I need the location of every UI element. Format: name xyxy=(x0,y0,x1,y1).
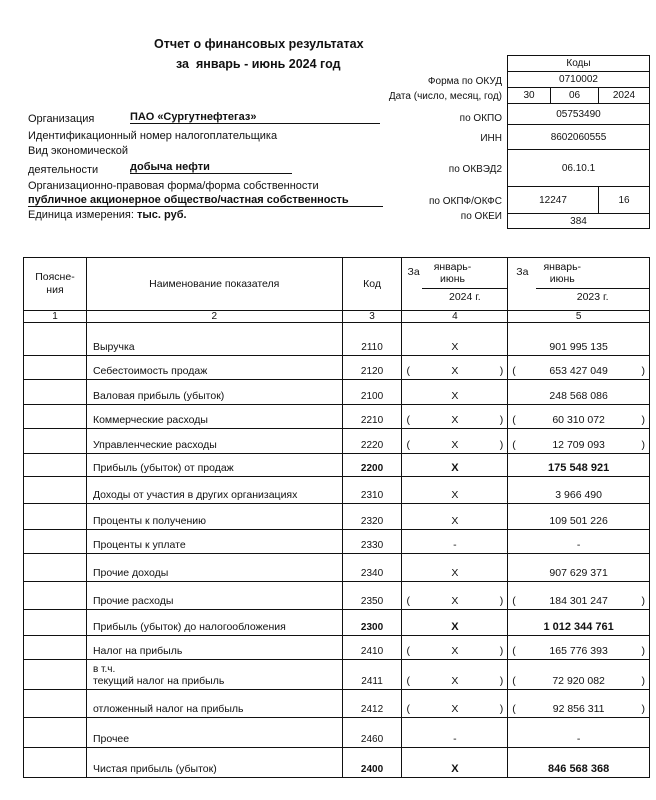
row-current-value xyxy=(402,610,508,636)
close-paren: ) xyxy=(641,414,645,426)
okved-value: 06.10.1 xyxy=(508,150,650,187)
open-paren: ( xyxy=(512,675,516,687)
report-title: Отчет о финансовых результатах xyxy=(154,37,364,51)
unit-line xyxy=(28,209,187,221)
row-previous-value xyxy=(508,454,650,477)
row-previous-value xyxy=(508,748,650,778)
row-previous-value xyxy=(508,530,650,554)
row-note-cell xyxy=(24,405,87,429)
row-code: 2400 xyxy=(342,748,402,778)
close-paren: ) xyxy=(641,675,645,687)
table-row xyxy=(24,356,650,380)
row-current-value xyxy=(402,660,508,690)
row-previous-value-text: 248 568 086 xyxy=(549,390,608,402)
row-note-cell xyxy=(24,530,87,554)
row-current-value-text: - xyxy=(453,539,457,551)
row-current-value xyxy=(402,636,508,660)
table-row xyxy=(24,454,650,477)
okud-value: 0710002 xyxy=(508,72,650,88)
row-name xyxy=(86,660,342,690)
date-month: 06 xyxy=(551,88,599,104)
row-previous-value xyxy=(508,323,650,356)
col-num-3: 3 xyxy=(342,311,402,323)
row-note-cell xyxy=(24,660,87,690)
row-name xyxy=(86,477,342,504)
row-note-cell xyxy=(24,748,87,778)
row-name-text: Прочие расходы xyxy=(92,595,174,607)
table-row xyxy=(24,582,650,610)
row-previous-value xyxy=(508,356,650,380)
row-current-value xyxy=(402,323,508,356)
row-name-text: Прочее xyxy=(92,733,130,745)
row-previous-value xyxy=(508,610,650,636)
row-note-cell xyxy=(24,554,87,582)
row-current-value-text: X xyxy=(451,439,459,451)
row-note-cell xyxy=(24,636,87,660)
close-paren: ) xyxy=(499,645,504,657)
row-code: 2412 xyxy=(342,690,402,718)
open-paren: ( xyxy=(406,595,410,607)
close-paren: ) xyxy=(641,703,645,715)
row-current-value xyxy=(402,405,508,429)
table-row xyxy=(24,477,650,504)
row-current-value xyxy=(402,356,508,380)
date-day: 30 xyxy=(508,88,551,104)
okopf-label: по ОКПФ/ОКФС xyxy=(428,196,502,207)
okfs-value: 16 xyxy=(599,187,650,214)
row-name-text: Чистая прибыль (убыток) xyxy=(92,763,217,775)
row-previous-value-text: 60 310 072 xyxy=(552,414,605,426)
row-name xyxy=(86,356,342,380)
col-name-header: Наименование показателя xyxy=(86,258,342,311)
row-current-value-text: X xyxy=(451,621,459,633)
row-previous-value-text: - xyxy=(576,539,581,551)
row-previous-value-text: 3 966 490 xyxy=(555,489,602,501)
row-code: 2340 xyxy=(342,554,402,582)
unit-value: тыс. руб. xyxy=(137,209,187,221)
table-row xyxy=(24,636,650,660)
row-name-text: Прибыль (убыток) от продаж xyxy=(92,462,234,474)
row-current-value xyxy=(402,554,508,582)
unit-label: Единица измерения: xyxy=(28,209,134,221)
close-paren: ) xyxy=(641,595,645,607)
table-row xyxy=(24,380,650,405)
row-code: 2110 xyxy=(342,323,402,356)
table-row xyxy=(24,530,650,554)
row-current-value-text: - xyxy=(453,733,457,745)
form-caption: Организационно-правовая форма/форма собственности xyxy=(28,180,319,192)
open-paren: ( xyxy=(512,645,516,657)
period-value: январь - июнь 2024 год xyxy=(195,57,341,71)
row-previous-value-text: 184 301 247 xyxy=(549,595,608,607)
row-previous-value xyxy=(508,477,650,504)
open-paren: ( xyxy=(512,439,516,451)
row-name xyxy=(86,636,342,660)
okpo-value: 05753490 xyxy=(508,104,650,125)
row-name xyxy=(86,718,342,748)
open-paren: ( xyxy=(406,439,410,451)
close-paren: ) xyxy=(499,414,504,426)
row-name xyxy=(86,405,342,429)
close-paren: ) xyxy=(499,439,504,451)
row-current-value-text: X xyxy=(451,703,459,715)
close-paren: ) xyxy=(499,675,504,687)
col-current-header: За январь- июнь 2024 г. xyxy=(402,258,508,311)
row-name-text: Налог на прибыль xyxy=(92,645,183,657)
row-previous-value-text: 92 856 311 xyxy=(552,703,605,715)
row-previous-value-text: 165 776 393 xyxy=(549,645,608,657)
row-note-cell xyxy=(24,690,87,718)
open-paren: ( xyxy=(406,365,410,377)
row-name-text: Валовая прибыль (убыток) xyxy=(92,390,225,402)
table-row xyxy=(24,660,650,690)
row-previous-value xyxy=(508,690,650,718)
row-name-text: Доходы от участия в других организациях xyxy=(92,489,298,501)
inn-caption: Идентификационный номер налогоплательщика xyxy=(28,130,278,142)
activity-value: добыча нефти xyxy=(130,161,292,174)
row-code: 2411 xyxy=(342,660,402,690)
row-code: 2300 xyxy=(342,610,402,636)
row-code: 2320 xyxy=(342,504,402,530)
row-code: 2120 xyxy=(342,356,402,380)
row-code: 2330 xyxy=(342,530,402,554)
row-note-cell xyxy=(24,429,87,454)
close-paren: ) xyxy=(641,645,645,657)
row-current-value xyxy=(402,477,508,504)
row-name-text: Себестоимость продаж xyxy=(92,365,208,377)
row-name-text: Управленческие расходы xyxy=(92,439,217,451)
table-row xyxy=(24,429,650,454)
org-value: ПАО «Сургутнефтегаз» xyxy=(130,111,380,124)
open-paren: ( xyxy=(512,595,516,607)
row-current-value-text: X xyxy=(451,462,459,474)
row-previous-value xyxy=(508,405,650,429)
row-current-value-text: X xyxy=(451,414,459,426)
row-previous-value xyxy=(508,660,650,690)
row-name xyxy=(86,323,342,356)
table-row xyxy=(24,554,650,582)
row-name-text: Прибыль (убыток) до налогообложения xyxy=(92,621,286,633)
form-value: публичное акционерное общество/частная собственность xyxy=(28,194,383,207)
row-name-text: Коммерческие расходы xyxy=(92,414,208,426)
row-current-value xyxy=(402,429,508,454)
row-previous-value xyxy=(508,636,650,660)
row-name xyxy=(86,610,342,636)
open-paren: ( xyxy=(512,414,516,426)
codes-table xyxy=(507,55,650,229)
row-previous-value-text: 109 501 226 xyxy=(549,515,608,527)
row-name xyxy=(86,582,342,610)
financial-results-table xyxy=(23,257,650,778)
close-paren: ) xyxy=(499,703,504,715)
row-current-value-text: X xyxy=(451,595,459,607)
codes-header: Коды xyxy=(508,56,650,72)
okopf-value: 12247 xyxy=(508,187,599,214)
open-paren: ( xyxy=(406,675,410,687)
col-num-4: 4 xyxy=(402,311,508,323)
row-note-cell xyxy=(24,504,87,530)
okei-value: 384 xyxy=(508,214,650,229)
row-code: 2210 xyxy=(342,405,402,429)
table-row xyxy=(24,690,650,718)
row-name xyxy=(86,504,342,530)
okei-label: по ОКЕИ xyxy=(460,211,502,222)
row-name xyxy=(86,690,342,718)
row-current-value-text: X xyxy=(451,515,459,527)
org-label: Организация xyxy=(28,113,95,125)
row-current-value-text: X xyxy=(451,390,459,402)
table-row xyxy=(24,323,650,356)
inn-value: 8602060555 xyxy=(508,125,650,150)
row-previous-value xyxy=(508,718,650,748)
row-name-text: Проценты к получению xyxy=(92,515,207,527)
row-previous-value xyxy=(508,380,650,405)
row-current-value xyxy=(402,748,508,778)
row-code: 2460 xyxy=(342,718,402,748)
close-paren: ) xyxy=(499,595,504,607)
col-code-header: Код xyxy=(342,258,402,311)
date-label: Дата (число, месяц, год) xyxy=(388,91,502,102)
row-note-cell xyxy=(24,323,87,356)
date-year: 2024 xyxy=(599,88,650,104)
open-paren: ( xyxy=(406,414,410,426)
open-paren: ( xyxy=(406,645,410,657)
row-previous-value xyxy=(508,504,650,530)
row-note-cell xyxy=(24,718,87,748)
table-row xyxy=(24,504,650,530)
row-name-text: Выручка xyxy=(92,341,135,353)
row-note-cell xyxy=(24,454,87,477)
row-previous-value xyxy=(508,582,650,610)
table-row xyxy=(24,405,650,429)
row-previous-value-text: 907 629 371 xyxy=(549,567,608,579)
row-name xyxy=(86,429,342,454)
row-name xyxy=(86,748,342,778)
row-current-value-text: X xyxy=(451,645,459,657)
period-prefix: за xyxy=(176,57,190,71)
row-current-value xyxy=(402,504,508,530)
open-paren: ( xyxy=(512,365,516,377)
col-num-5: 5 xyxy=(508,311,650,323)
row-name xyxy=(86,454,342,477)
row-previous-value-text: 12 709 093 xyxy=(552,439,605,451)
column-number-row xyxy=(24,311,650,323)
row-note-cell xyxy=(24,380,87,405)
table-row xyxy=(24,718,650,748)
close-paren: ) xyxy=(641,439,645,451)
row-current-value-text: X xyxy=(451,567,459,579)
row-note-cell xyxy=(24,582,87,610)
okpo-label: по ОКПО xyxy=(459,113,502,124)
okved-label: по ОКВЭД2 xyxy=(448,164,502,175)
row-previous-value xyxy=(508,429,650,454)
row-current-value-text: X xyxy=(451,341,459,353)
open-paren: ( xyxy=(406,703,410,715)
row-note-cell xyxy=(24,610,87,636)
row-name-text: отложенный налог на прибыль xyxy=(92,703,244,715)
table-row xyxy=(24,610,650,636)
row-current-value xyxy=(402,454,508,477)
row-current-value xyxy=(402,718,508,748)
col-num-2: 2 xyxy=(86,311,342,323)
row-previous-value-text: 846 568 368 xyxy=(548,763,610,775)
row-current-value-text: X xyxy=(451,763,459,775)
row-previous-value-text: 901 995 135 xyxy=(549,341,608,353)
close-paren: ) xyxy=(641,365,645,377)
row-name xyxy=(86,530,342,554)
report-period xyxy=(176,57,341,71)
row-previous-value xyxy=(508,554,650,582)
row-previous-value-text: 1 012 344 761 xyxy=(543,621,614,633)
row-current-value-text: X xyxy=(451,489,459,501)
row-current-value-text: X xyxy=(451,675,459,687)
row-name xyxy=(86,554,342,582)
row-previous-value-text: 72 920 082 xyxy=(552,675,605,687)
col-num-1: 1 xyxy=(24,311,87,323)
row-code: 2200 xyxy=(342,454,402,477)
open-paren: ( xyxy=(512,703,516,715)
row-code: 2350 xyxy=(342,582,402,610)
row-code: 2410 xyxy=(342,636,402,660)
row-previous-value-text: 653 427 049 xyxy=(549,365,608,377)
row-previous-value-text: - xyxy=(576,733,581,745)
row-current-value xyxy=(402,380,508,405)
row-name-prefix: в т.ч. xyxy=(92,664,116,675)
row-current-value xyxy=(402,690,508,718)
row-code: 2310 xyxy=(342,477,402,504)
row-name-text: текущий налог на прибыль xyxy=(92,675,225,687)
activity-caption: Вид экономической xyxy=(28,145,129,157)
row-current-value xyxy=(402,582,508,610)
row-name xyxy=(86,380,342,405)
okud-label: Форма по ОКУД xyxy=(427,76,502,87)
col-note-header: Поясне-ния xyxy=(24,258,87,311)
row-current-value xyxy=(402,530,508,554)
row-note-cell xyxy=(24,477,87,504)
inn-label: ИНН xyxy=(480,133,502,144)
table-row xyxy=(24,748,650,778)
row-current-value-text: X xyxy=(451,365,459,377)
activity-label: деятельности xyxy=(28,164,99,176)
col-previous-header: За январь- июнь 2023 г. xyxy=(508,258,650,311)
row-note-cell xyxy=(24,356,87,380)
row-code: 2100 xyxy=(342,380,402,405)
row-code: 2220 xyxy=(342,429,402,454)
row-name-text: Прочие доходы xyxy=(92,567,169,579)
row-previous-value-text: 175 548 921 xyxy=(548,462,610,474)
close-paren: ) xyxy=(499,365,504,377)
row-name-text: Проценты к уплате xyxy=(92,539,186,551)
